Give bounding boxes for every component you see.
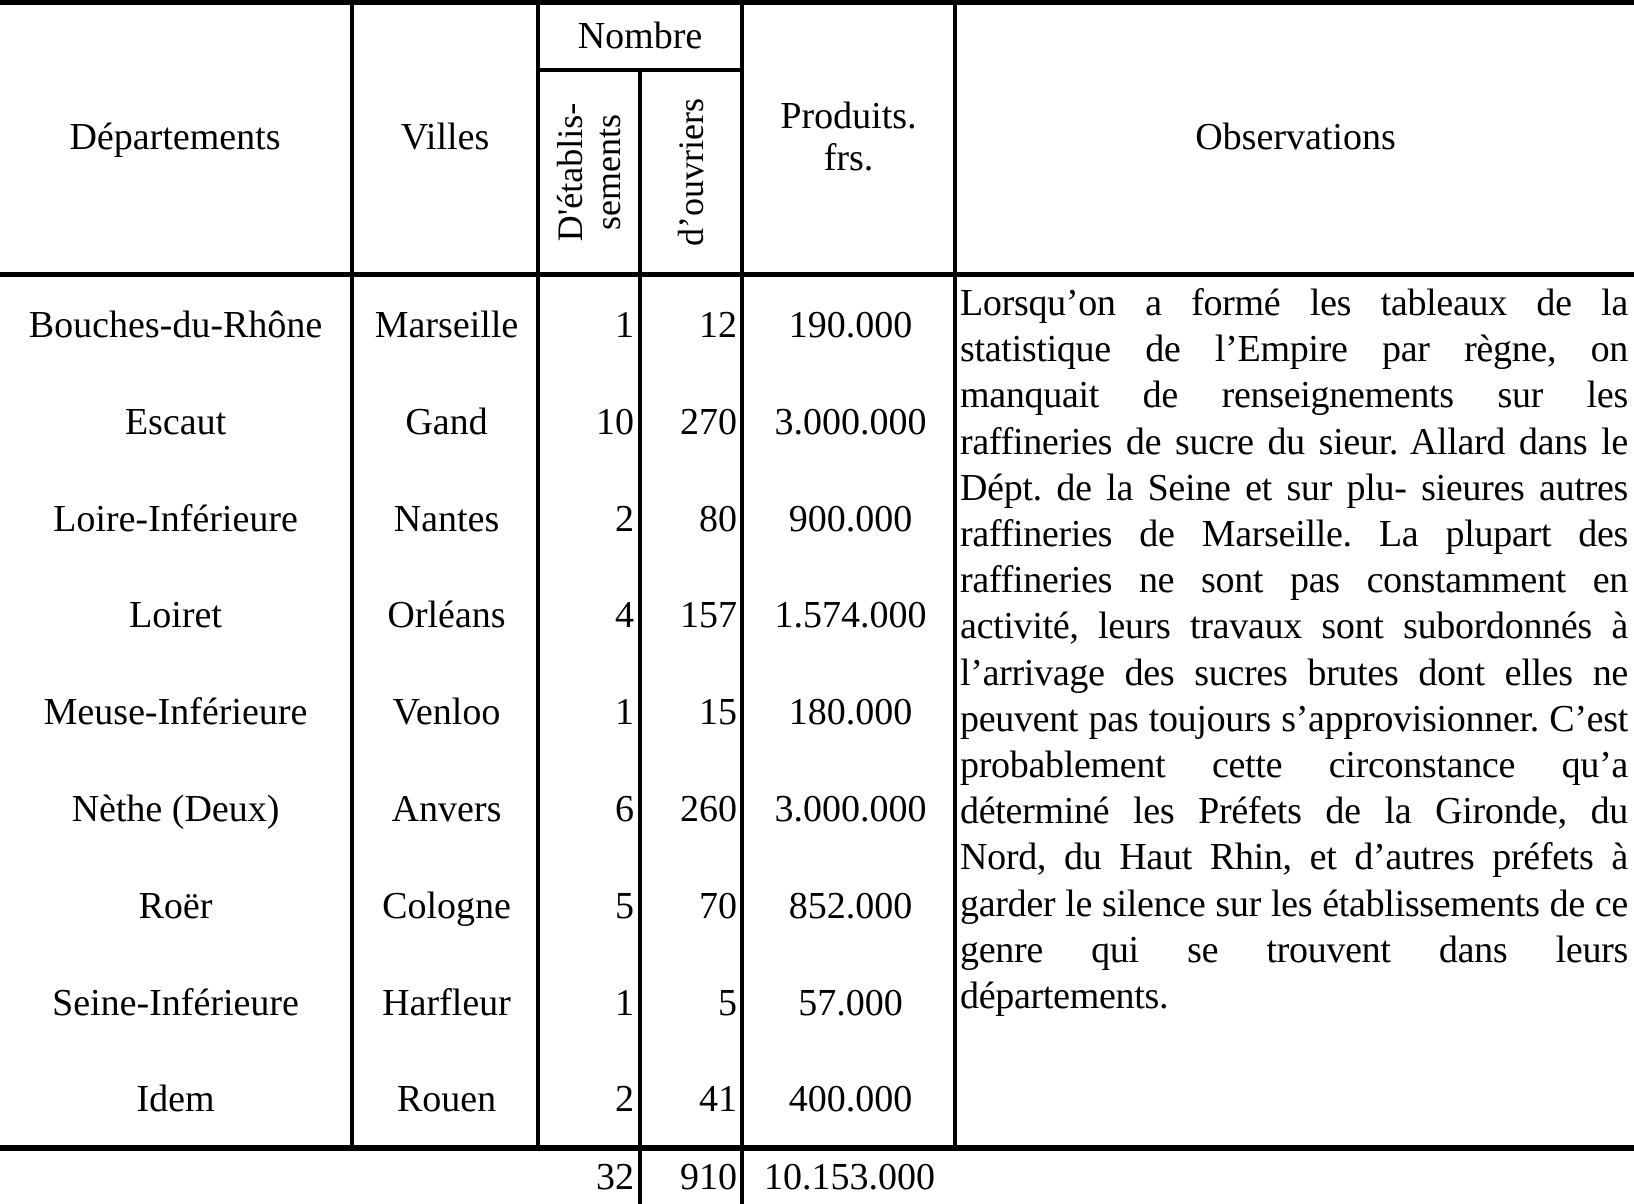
cell-departement: Idem	[136, 1078, 215, 1121]
cell-ville: Orléans	[387, 594, 506, 637]
cell-departement: Seine-Inférieure	[52, 981, 299, 1024]
total-ouvriers: 910	[680, 1156, 737, 1198]
header-etablissements-line2: sements	[588, 114, 629, 230]
cell-departement: Roër	[138, 884, 213, 927]
cell-etablissements: 1	[615, 981, 634, 1024]
header-produits-line2: frs.	[823, 137, 874, 179]
cell-produits: 57.000	[798, 981, 903, 1024]
cell-etablissements: 4	[615, 594, 634, 637]
cell-etablissements: 1	[615, 304, 634, 346]
observations-text: Lorsqu’on a formé les tableaux de la statistique de l’Empire par règne, on manquait de renseignements sur les raffineries de sucre du sieur. Allard dans le Dépt. de la Seine et sur plu- sieures autres raffineries de Marseille. La plupart des raffineries ne sont pas constamment en activité, leurs travaux sont subordonnés à l’arrivage des sucres brutes dont elles ne peuvent pas toujours s’approvisionner. C’est probablement cette circonstance qu’a déterminé les Préfets de la Gironde, du Nord, du Haut Rhin, et d’autres préfets à garder le silence sur les établissements de ce genre qui se trouvent dans leurs départements.	[960, 282, 1628, 1018]
cell-departement: Meuse-Inférieure	[43, 691, 308, 734]
totals-rule	[0, 1145, 1634, 1151]
cell-ville: Anvers	[391, 788, 502, 830]
cell-ouvriers: 260	[680, 788, 737, 830]
total-produits: 10.153.000	[764, 1156, 935, 1198]
cell-ouvriers: 15	[699, 691, 737, 734]
cell-produits: 1.574.000	[774, 594, 927, 637]
cell-departement: Nèthe (Deux)	[71, 788, 280, 830]
cell-ouvriers: 80	[699, 497, 737, 540]
cell-produits: 190.000	[788, 304, 913, 346]
cell-etablissements: 2	[615, 497, 634, 540]
cell-ville: Venloo	[392, 691, 501, 734]
cell-produits: 900.000	[788, 497, 913, 540]
cell-produits: 852.000	[788, 884, 913, 927]
cell-ville: Marseille	[374, 304, 519, 346]
cell-departement: Loiret	[129, 594, 222, 637]
header-departements: Départements	[69, 116, 281, 159]
header-nombre: Nombre	[577, 14, 703, 57]
header-produits	[744, 4, 953, 272]
cell-etablissements: 1	[615, 691, 634, 734]
header-bottom-rule	[0, 272, 1634, 277]
cell-etablissements: 2	[615, 1078, 634, 1121]
cell-ville: Nantes	[393, 497, 500, 540]
header-produits-line1: Produits.	[780, 95, 917, 138]
cell-ville: Harfleur	[382, 981, 511, 1024]
total-etablissements: 32	[596, 1156, 634, 1198]
header-ouvriers-text: d’ouvriers	[671, 98, 711, 246]
header-etablissements-text	[551, 103, 627, 241]
cell-etablissements: 6	[615, 788, 634, 830]
cell-ville: Cologne	[382, 884, 511, 927]
cell-etablissements: 10	[596, 400, 634, 443]
cell-produits: 3.000.000	[774, 788, 927, 830]
header-ouvriers	[642, 72, 740, 272]
cell-ouvriers: 5	[718, 981, 737, 1024]
cell-ville: Gand	[405, 400, 488, 443]
cell-departement: Bouches-du-Rhône	[28, 304, 323, 346]
cell-etablissements: 5	[615, 884, 634, 927]
header-villes: Villes	[400, 116, 490, 159]
cell-ouvriers: 12	[699, 304, 737, 346]
header-observations: Observations	[1195, 116, 1396, 159]
cell-ouvriers: 270	[680, 400, 737, 443]
header-etablissements	[540, 72, 638, 272]
cell-departement: Escaut	[124, 400, 227, 443]
header-etablissements-line1: D'établis-	[550, 102, 591, 242]
cell-ville: Rouen	[396, 1078, 497, 1121]
cell-departement: Loire-Inférieure	[53, 497, 298, 540]
cell-produits: 180.000	[788, 691, 913, 734]
cell-ouvriers: 41	[699, 1078, 737, 1121]
cell-produits: 400.000	[788, 1078, 913, 1121]
cell-produits: 3.000.000	[774, 400, 927, 443]
cell-ouvriers: 157	[680, 594, 737, 637]
cell-ouvriers: 70	[699, 884, 737, 927]
